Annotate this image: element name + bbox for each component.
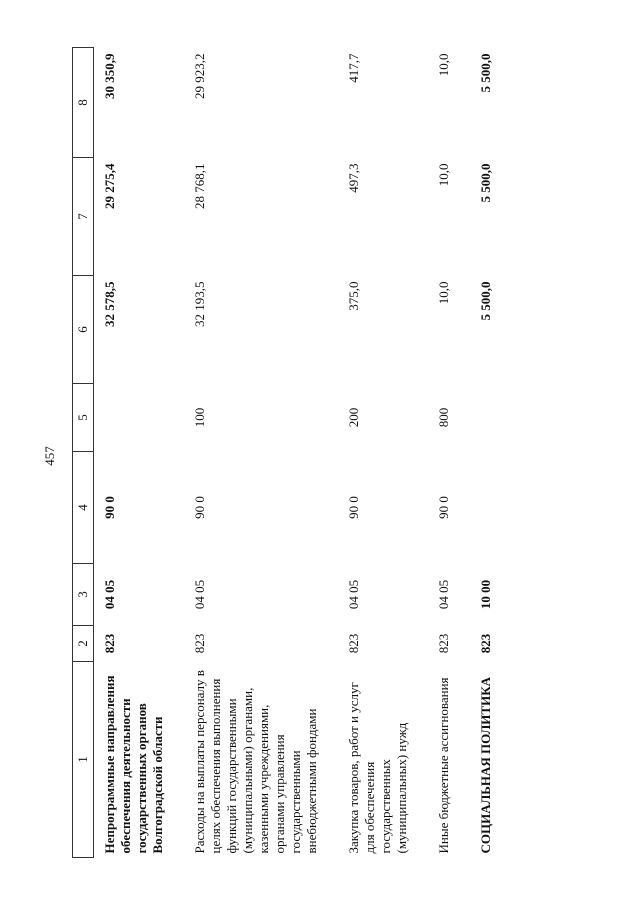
budget-table-container xyxy=(72,48,572,858)
cell-value-6: 375,0 xyxy=(346,281,361,311)
column-header: 2 xyxy=(73,626,94,662)
cell-code-5 xyxy=(94,384,185,452)
row-name: Непрограммные направления обеспечения деятельности государственных органов Волгоградской области xyxy=(102,675,165,854)
column-header: 7 xyxy=(73,158,94,276)
cell-value-6: 5 500,0 xyxy=(478,281,493,321)
column-header: 4 xyxy=(73,452,94,564)
cell-code-2: 823 xyxy=(192,633,207,654)
cell-value-8: 29 923,2 xyxy=(192,53,207,99)
column-header: 6 xyxy=(73,276,94,384)
budget-table xyxy=(72,47,512,858)
cell-code-5 xyxy=(470,384,512,452)
column-header: 1 xyxy=(73,662,94,858)
cell-value-6: 10,0 xyxy=(436,281,451,305)
cell-code-5: 800 xyxy=(436,407,451,428)
cell-code-3: 04 05 xyxy=(102,579,117,610)
table-row xyxy=(94,48,185,858)
cell-code-2: 823 xyxy=(436,633,451,654)
table-row xyxy=(184,48,338,858)
column-header: 3 xyxy=(73,564,94,626)
table-row xyxy=(470,48,512,858)
cell-code-4: 90 0 xyxy=(192,496,207,519)
cell-value-8: 417,7 xyxy=(346,53,361,83)
cell-code-3: 04 05 xyxy=(346,579,361,610)
cell-code-3: 04 05 xyxy=(436,579,451,610)
table-row xyxy=(338,48,428,858)
cell-value-7: 10,0 xyxy=(436,163,451,187)
row-name: Иные бюджетные ассигнования xyxy=(436,677,451,854)
cell-code-2: 823 xyxy=(478,633,493,654)
cell-value-6: 32 193,5 xyxy=(192,281,207,327)
cell-code-5: 200 xyxy=(346,407,361,428)
cell-code-2: 823 xyxy=(346,633,361,654)
column-header: 5 xyxy=(73,384,94,452)
cell-value-7: 5 500,0 xyxy=(478,163,493,203)
page-number: 457 xyxy=(42,446,57,466)
column-header: 8 xyxy=(73,48,94,158)
table-row xyxy=(428,48,470,858)
cell-value-8: 30 350,9 xyxy=(102,53,117,99)
cell-value-8: 10,0 xyxy=(436,53,451,77)
cell-code-4: 90 0 xyxy=(436,496,451,519)
cell-code-3: 10 00 xyxy=(478,579,493,610)
cell-value-7: 497,3 xyxy=(346,163,361,193)
cell-code-4: 90 0 xyxy=(346,496,361,519)
cell-code-4: 90 0 xyxy=(102,496,117,519)
cell-value-7: 29 275,4 xyxy=(102,163,117,209)
row-name: Закупка товаров, работ и услуг для обеспечения государственных (муниципальных) нужд xyxy=(346,682,409,854)
row-name: Расходы на выплаты персоналу в целях обеспечения выполнения функций государственными (муниципальными) органами, казенными учреждениями, органами управления государственными внебюджетными фондами xyxy=(192,670,319,854)
cell-code-2: 823 xyxy=(102,633,117,654)
cell-value-7: 28 768,1 xyxy=(192,163,207,209)
cell-code-5: 100 xyxy=(192,407,207,428)
cell-code-4 xyxy=(470,452,512,564)
row-name: СОЦИАЛЬНАЯ ПОЛИТИКА xyxy=(478,676,493,854)
cell-value-8: 5 500,0 xyxy=(478,53,493,93)
header-row xyxy=(73,48,94,858)
cell-code-3: 04 05 xyxy=(192,579,207,610)
cell-value-6: 32 578,5 xyxy=(102,281,117,327)
